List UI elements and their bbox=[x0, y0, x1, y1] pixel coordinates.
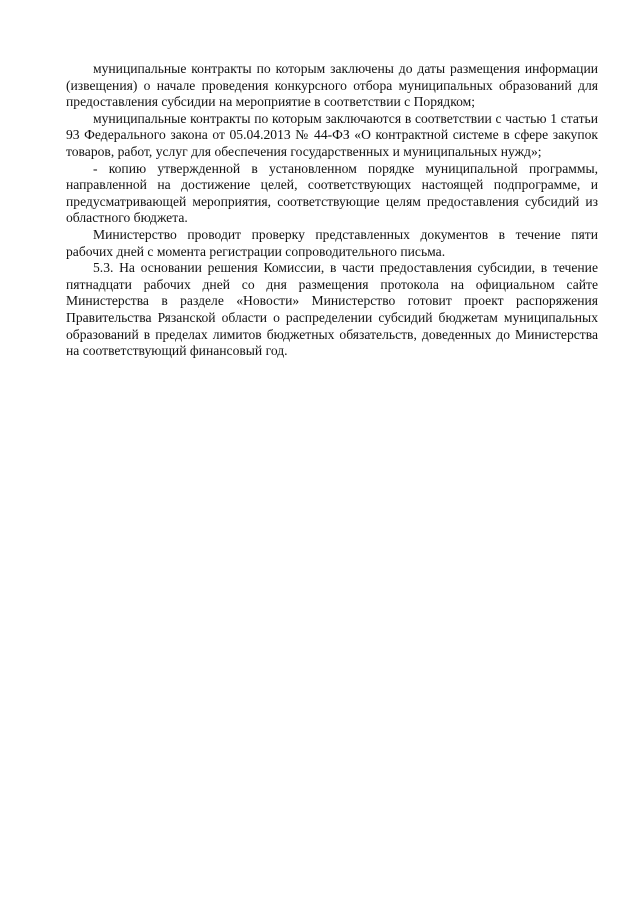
paragraph-contracts-before-notice: муниципальные контракты по которым заключены до даты размещения информации (извещения) о начале проведения конкурсного отбора муниципальных образований для предоставления субсидии на мероприятие в соответствии с Порядком; bbox=[66, 61, 598, 110]
paragraph-program-copy: - копию утвержденной в установленном порядке муниципальной программы, направленной на достижение целей, соответствующих настоящей подпрограмме, и предусматривающей мероприятия, соответствующие целям предоставления субсидий из областного бюджета. bbox=[66, 160, 598, 226]
paragraph-contracts-article-93: муниципальные контракты по которым заключаются в соответствии с частью 1 статьи 93 Федерального закона от 05.04.2013 № 44-ФЗ «О контрактной системе в сфере закупок товаров, работ, услуг для обеспечения государственных и муниципальных нужд»; bbox=[66, 110, 598, 159]
document-body bbox=[66, 61, 598, 360]
paragraph-ministry-review: Министерство проводит проверку представленных документов в течение пяти рабочих дней с момента регистрации сопроводительного письма. bbox=[66, 226, 598, 259]
paragraph-section-5-3: 5.3. На основании решения Комиссии, в части предоставления субсидии, в течение пятнадцати рабочих дней со дня размещения протокола на официальном сайте Министерства в разделе «Новости» Министерство готовит проект распоряжения Правительства Рязанской области о распределении субсидий бюджетам муниципальных образований в пределах лимитов бюджетных обязательств, доведенных до Министерства на соответствующий финансовый год. bbox=[66, 260, 598, 359]
